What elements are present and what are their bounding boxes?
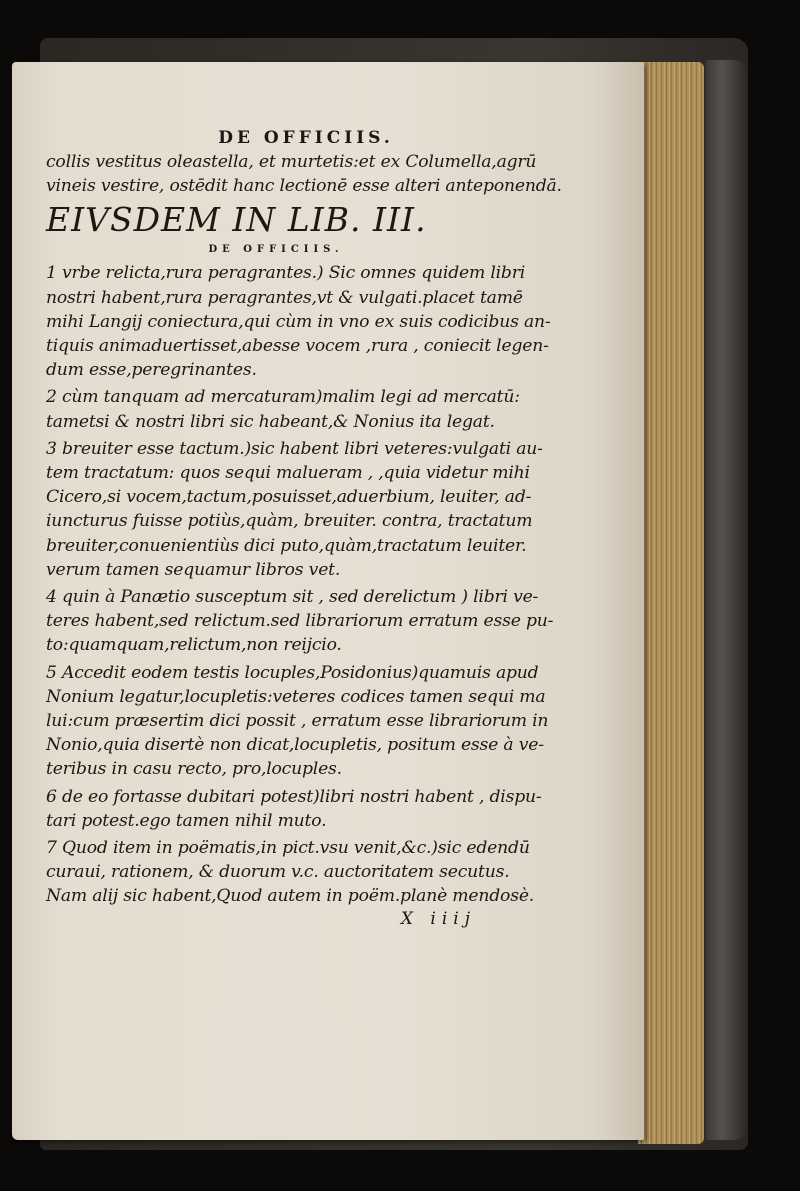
note-line: 2 cùm tanquam ad mercaturam)malim legi ad mercatū: [46,387,520,408]
note-line: to:quamquam,relictum,non reijcio. [46,635,342,656]
note-line: lui:cum præsertim dici possit , erratum esse librariorum in [46,711,549,732]
note-2 [46,385,546,433]
intro-line: vineis vestire, ostēdit hanc lectionē esse alteri anteponendā. [46,176,562,197]
note-line: teribus in casu recto, pro,locuples. [46,759,342,780]
subheading: DE OFFICIIS. [208,244,344,256]
note-line: curaui, rationem, & duorum v.c. auctoritatem secutus. [46,862,510,883]
running-head: DE OFFICIIS. [218,128,394,148]
note-1 [46,261,551,382]
note-line: Cicero,si vocem,tactum,posuisset,aduerbium, leuiter, ad- [46,487,532,508]
note-line: tari potest.ego tamen nihil muto. [46,810,327,831]
note-line: verum tamen sequamur libros vet. [46,559,341,580]
note-7 [46,836,546,909]
note-line: 3 breuiter esse tactum.)sic habent libri veteres:vulgati au- [46,438,543,459]
note-line: mihi Langij coniectura,qui cùm in vno ex suis codicibus an- [46,311,551,332]
note-line: tem tractatum: quos sequi malueram , ,quia videtur mihi [46,463,530,484]
note-line: 5 Accedit eodem testis locuples,Posidonius)quamuis apud [46,662,539,683]
main-heading: EIVSDEM IN LIB. III. [46,200,427,240]
note-line: 4 quin à Panætio susceptum sit , sed derelictum ) libri ve- [46,587,539,608]
note-line: tiquis animaduertisset,abesse vocem ,rura , coniecit legen- [46,336,549,357]
note-line: dum esse,peregrinantes. [46,360,257,381]
note-line: nostri habent,rura peragrantes,vt & vulgati.placet tamē [46,287,523,308]
note-line: 7 Quod item in poëmatis,in pict.vsu venit,&c.)sic edendū [46,838,530,859]
note-3 [46,437,546,582]
note-4 [46,585,554,658]
note-line: tametsi & nostri libri sic habeant,& Nonius ita legat. [46,411,495,432]
signature-mark: X iiij [400,908,476,929]
book-page [12,62,644,1140]
note-line: Nam alij sic habent,Quod autem in poëm.planè mendosè. [46,886,535,907]
note-line: teres habent,sed relictum.sed librariorum erratum esse pu- [46,611,554,632]
note-line: 6 de eo fortasse dubitari potest)libri nostri habent , dispu- [46,786,542,807]
note-5 [46,661,549,782]
note-6 [46,785,546,833]
note-line: breuiter,conuenientiùs dici puto,quàm,tractatum leuiter. [46,535,527,556]
note-line: iuncturus fuisse potiùs,quàm, breuiter. contra, tractatum [46,511,533,532]
page-edges [638,62,704,1144]
text-block [46,128,562,929]
note-line: 1 vrbe relicta,rura peragrantes.) Sic omnes quidem libri [46,263,526,284]
book-spine [706,60,746,1140]
intro-line: collis vestitus oleastella, et murtetis:et ex Columella,agrū [46,152,537,172]
note-line: Nonium legatur,locupletis:veteres codices tamen sequi ma [46,686,546,707]
note-line: Nonio,quia disertè non dicat,locupletis, positum esse à ve- [46,735,544,756]
